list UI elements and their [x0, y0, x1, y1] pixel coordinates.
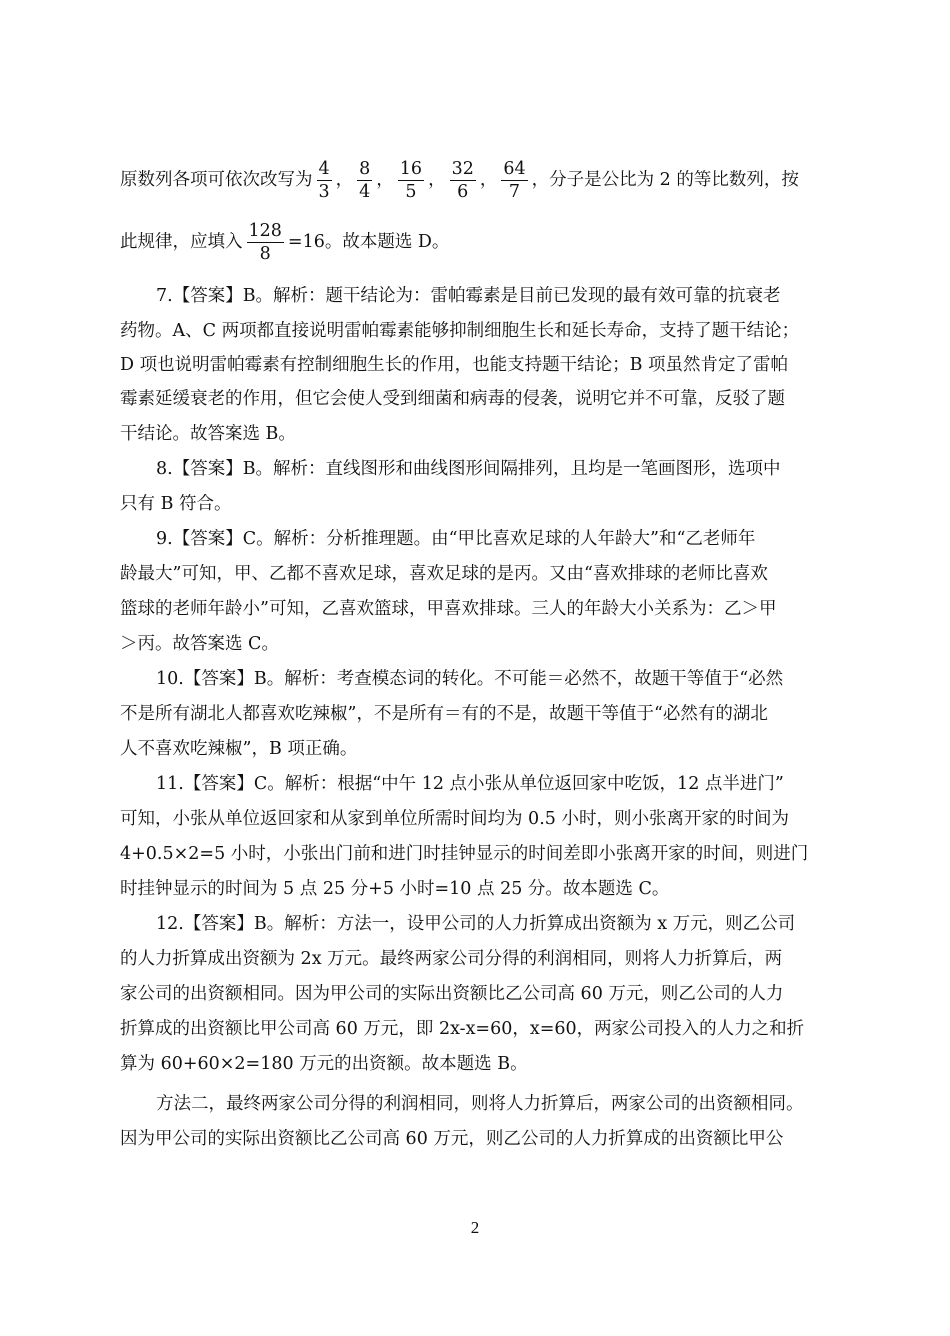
fraction-5: $\frac{64}{7}$: [503, 159, 526, 202]
text-line: 霉素延缓衰老的作用，但它会使人受到细菌和病毒的侵袭，说明它并不可靠，反驳了题: [120, 389, 785, 409]
page-number: 2: [470, 1218, 480, 1237]
text-line: 药物。A、C 两项都直接说明雷帕霉素能够抑制细胞生长和延长寿命，支持了题干结论；: [120, 321, 800, 341]
text-line: 7.【答案】B。解析：题干结论为：雷帕霉素是目前已发现的最有效可靠的抗衰老: [156, 286, 781, 306]
text-line: 篮球的老师年龄小”可知，乙喜欢篮球，甲喜欢排球。三人的年龄大小关系为：乙＞甲: [120, 599, 777, 619]
fraction-3: $\frac{16}{5}$: [399, 159, 423, 202]
line2-prefix: 此规律，应填入: [120, 232, 243, 252]
text-line: ＞丙。故答案选 C。: [120, 634, 279, 654]
text-line: 龄最大”可知，甲、乙都不喜欢足球，喜欢足球的是丙。又由“喜欢排球的老师比喜欢: [120, 564, 768, 584]
text-line: 算为 60+60×2=180 万元的出资额。故本题选 B。: [120, 1054, 528, 1074]
text-line: 方法二，最终两家公司分得的利润相同，则将人力折算后，两家公司的出资额相同。: [156, 1094, 804, 1114]
text-line: 时挂钟显示的时间为 5 点 25 分+5 小时=10 点 25 分。故本题选 C。: [120, 879, 670, 899]
text-line: 的人力折算成出资额为 2x 万元。最终两家公司分得的利润相同，则将人力折算后，两: [120, 949, 783, 969]
text-line: 可知，小张从单位返回家和从家到单位所需时间均为 0.5 小时，则小张离开家的时间为: [120, 809, 789, 829]
text-line: 人不喜欢吃辣椒”，B 项正确。: [120, 739, 358, 759]
fraction-2: $\frac{8}{4}$: [359, 159, 371, 202]
text-line: 11.【答案】C。解析：根据“中午 12 点小张从单位返回家中吃饭，12 点半进门”: [156, 774, 784, 794]
text-line: 9.【答案】C。解析：分析推理题。由“甲比喜欢足球的人年龄大”和“乙老师年: [156, 529, 756, 549]
fraction-answer: $\frac{128}{8}$: [248, 221, 282, 264]
text-line: 折算成的出资额比甲公司高 60 万元，即 2x-x=60，x=60，两家公司投入的人力之和折: [120, 1019, 805, 1039]
line1-prefix: 原数列各项可依次改写为: [120, 170, 313, 190]
text-line: 干结论。故答案选 B。: [120, 424, 296, 444]
text-line: 只有 B 符合。: [120, 494, 232, 514]
line2-suffix: =16。故本题选 D。: [287, 232, 450, 252]
text-line: 12.【答案】B。解析：方法一，设甲公司的人力折算成出资额为 x 万元，则乙公司: [156, 914, 796, 934]
fraction-1: $\frac{4}{3}$: [318, 159, 330, 202]
text-line: 4+0.5×2=5 小时，小张出门前和进门时挂钟显示的时间差即小张离开家的时间，则进门: [120, 844, 809, 864]
fraction-4: $\frac{32}{6}$: [451, 159, 474, 202]
text-line: 因为甲公司的实际出资额比乙公司高 60 万元，则乙公司的人力折算成的出资额比甲公: [120, 1129, 784, 1149]
text-line: 8.【答案】B。解析：直线图形和曲线图形间隔排列，且均是一笔画图形，选项中: [156, 459, 781, 479]
text-line: 10.【答案】B。解析：考查模态词的转化。不可能＝必然不，故题干等值于“必然: [156, 669, 784, 689]
text-line: D 项也说明雷帕霉素有控制细胞生长的作用，也能支持题干结论；B 项虽然肯定了雷帕: [120, 355, 789, 375]
line1-suffix: ，分子是公比为 2 的等比数列，按: [531, 170, 799, 190]
fraction-sequence-line: 原数列各项可依次改写为 $\frac{4}{3}$ ， $\frac{8}{4}$ ， $\frac{16}{5}$ ， $\frac{32}{6}$ ， $\frac{64}{7}$ ，分子是公比为 2 的等比数列，按: [120, 159, 799, 202]
fraction-answer-line: [120, 220, 832, 270]
text-line: 不是所有湖北人都喜欢吃辣椒”，不是所有＝有的不是，故题干等值于“必然有的湖北: [120, 704, 768, 724]
text-line: 家公司的出资额相同。因为甲公司的实际出资额比乙公司高 60 万元，则乙公司的人力: [120, 984, 784, 1004]
